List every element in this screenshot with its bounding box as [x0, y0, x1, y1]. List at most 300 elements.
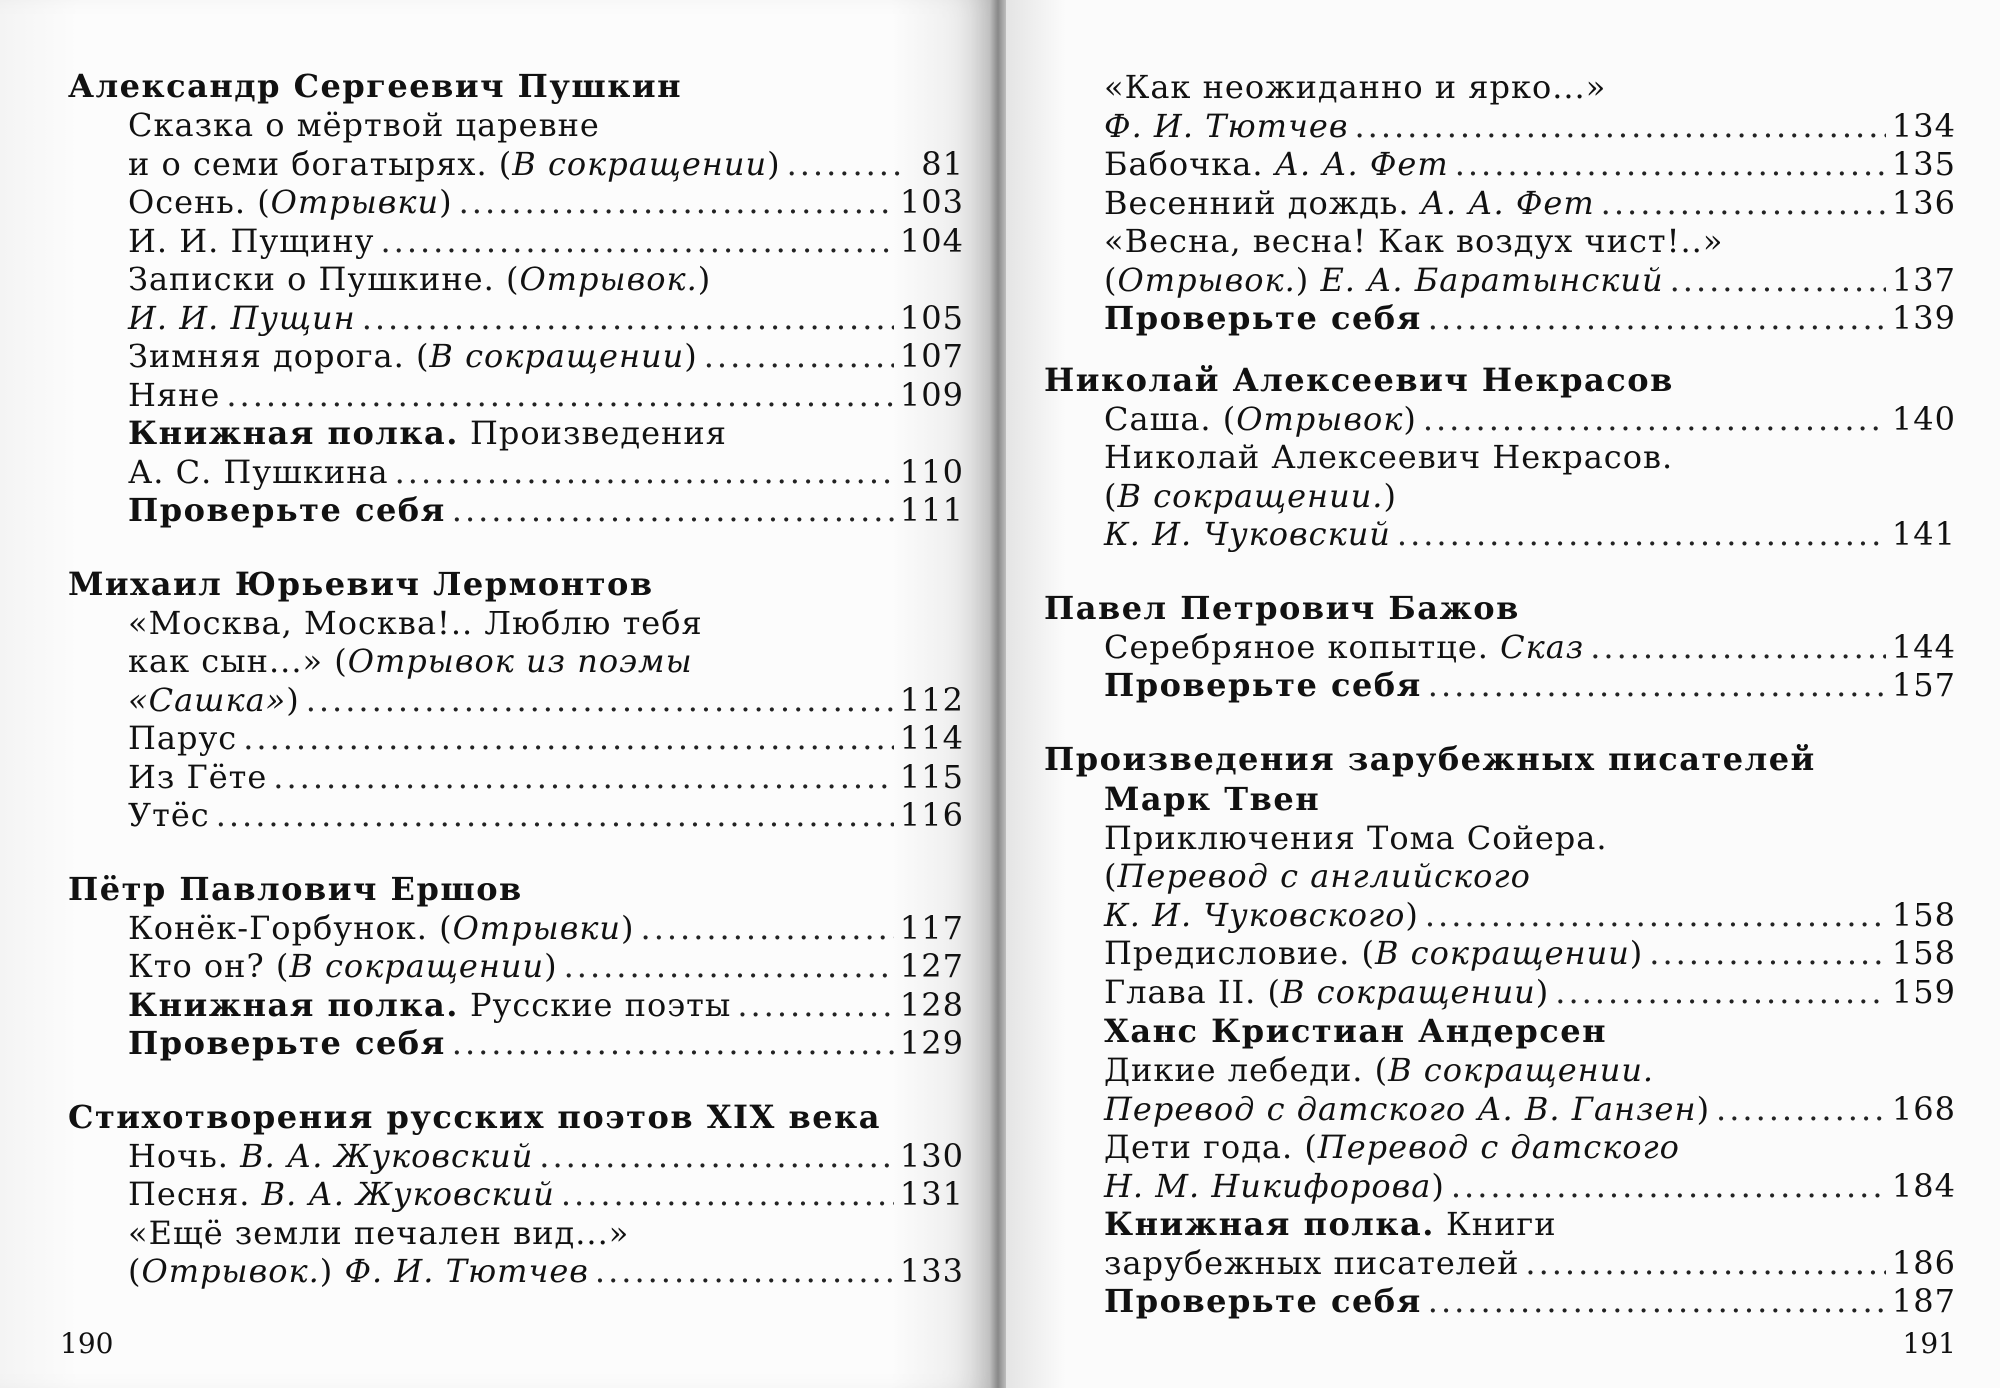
entry-text — [128, 681, 300, 720]
section-heading: Александр Сергеевич Пушкин — [68, 67, 682, 105]
entry-text — [1104, 68, 1606, 107]
page-ref: 157 — [1891, 666, 1956, 704]
text-segment: ( — [1104, 260, 1118, 299]
toc-line — [1104, 68, 1956, 107]
toc-line — [1104, 819, 1956, 858]
leader-dots — [306, 681, 894, 720]
leader-dots — [226, 376, 894, 415]
leader-dots — [362, 299, 894, 338]
italic-segment: Е. А. Баратынский — [1320, 260, 1664, 299]
toc-entry — [68, 183, 964, 222]
toc-entry — [68, 337, 964, 376]
page-ref: 131 — [899, 1175, 964, 1213]
toc-entry — [1044, 184, 1956, 223]
text-segment: «Весна, весна! Как воздух чист!..» — [1104, 222, 1724, 260]
entry-text — [1104, 299, 1422, 338]
text-segment: ) — [621, 908, 635, 947]
page-ref: 159 — [1891, 972, 1956, 1011]
page-ref: 109 — [899, 375, 964, 414]
italic-segment: Отрывок — [1236, 399, 1404, 438]
leader-dots — [1354, 107, 1885, 146]
entry-text — [1104, 145, 1449, 184]
leader-dots — [1425, 896, 1886, 935]
entry-text — [1104, 1051, 1654, 1090]
text-segment: Записки о Пушкине. ( — [128, 260, 520, 298]
toc-entry — [68, 986, 964, 1025]
entry-text — [128, 1214, 629, 1253]
text-segment: ) — [544, 947, 558, 985]
entry-text — [1104, 1167, 1445, 1206]
toc-line — [128, 796, 964, 835]
italic-segment: И. И. Пущин — [128, 298, 356, 337]
toc-entry — [1044, 145, 1956, 184]
page-ref: 158 — [1891, 895, 1956, 934]
toc-entry — [1044, 107, 1956, 146]
left-toc-column — [68, 66, 964, 1291]
toc-entry — [1044, 1282, 1956, 1321]
text-segment: Дикие лебеди. ( — [1104, 1051, 1389, 1089]
page-ref: 103 — [899, 183, 964, 221]
toc-line — [128, 1175, 964, 1214]
text-segment: А. С. Пушкина — [128, 452, 389, 491]
page-ref: 187 — [1891, 1282, 1956, 1320]
text-segment: «Как неожиданно и ярко...» — [1104, 68, 1607, 106]
entry-text — [128, 796, 210, 835]
leader-dots — [1428, 1282, 1886, 1321]
page-ref: 136 — [1891, 183, 1956, 222]
leader-dots — [380, 222, 893, 261]
bold-label: Проверьте себя — [128, 491, 446, 529]
leader-dots — [737, 986, 894, 1025]
toc-line — [128, 337, 964, 376]
toc-line — [128, 1252, 964, 1291]
toc-entry — [1044, 1128, 1956, 1167]
italic-segment: В сокращении — [1374, 934, 1630, 972]
toc-entry — [1044, 666, 1956, 705]
entry-text — [128, 986, 731, 1025]
entry-text — [128, 719, 237, 758]
toc-line — [1104, 1051, 1956, 1090]
italic-segment: «Сашка» — [128, 680, 287, 719]
toc-entry — [1044, 1051, 1956, 1090]
text-segment: ) — [439, 183, 453, 221]
toc-line — [128, 1137, 964, 1176]
text-segment: Русские поэты — [458, 985, 732, 1024]
toc-entry — [68, 145, 964, 184]
toc-entry — [1044, 299, 1956, 338]
toc-entry — [68, 299, 964, 338]
italic-segment: Отрывок. — [519, 260, 698, 298]
entry-text — [128, 1024, 446, 1063]
bold-label: Проверьте себя — [128, 1024, 446, 1062]
text-segment: зарубежных писателей — [1104, 1243, 1520, 1282]
toc-entry — [1044, 400, 1956, 439]
italic-segment: Ф. И. Тютчев — [1104, 106, 1349, 145]
toc-entry — [1044, 261, 1956, 300]
entry-text — [128, 106, 600, 145]
text-segment: Песня. — [128, 1175, 262, 1213]
entry-text — [1104, 107, 1348, 146]
subsection-heading: Ханс Кристиан Андерсен — [1104, 1012, 1607, 1050]
toc-line — [128, 681, 964, 720]
toc-entry — [68, 1137, 964, 1176]
leader-dots — [1451, 1167, 1886, 1206]
text-segment: Парус — [128, 719, 238, 757]
bold-label: Проверьте себя — [1104, 666, 1422, 704]
leader-dots — [395, 453, 894, 492]
toc-entry — [68, 453, 964, 492]
toc-entry — [68, 758, 964, 797]
book-gutter — [990, 0, 1006, 1388]
text-segment: Няне — [128, 375, 221, 414]
page-ref: 140 — [1891, 399, 1956, 438]
entry-text — [128, 491, 446, 530]
leader-dots — [1601, 184, 1886, 223]
page-number-left: 190 — [60, 1327, 114, 1360]
text-segment: ( — [1104, 857, 1118, 895]
italic-segment: В. А. Жуковский — [240, 1136, 534, 1175]
text-segment: Произведения — [458, 414, 727, 452]
entry-text — [128, 1137, 533, 1176]
entry-text — [128, 337, 698, 376]
italic-segment: К. И. Чуковский — [1104, 515, 1391, 553]
toc-entry — [1044, 1244, 1956, 1283]
leader-dots — [1397, 515, 1886, 554]
toc-line — [1104, 222, 1956, 261]
bold-label: Книжная полка. — [1104, 1205, 1435, 1243]
left-page — [0, 0, 990, 1388]
entry-text — [1104, 896, 1419, 935]
text-segment: Конёк-Горбунок. ( — [128, 908, 453, 947]
toc-line — [128, 106, 964, 145]
entry-text — [1104, 1282, 1422, 1321]
right-page — [1006, 0, 2000, 1388]
toc-line — [1104, 438, 1956, 477]
toc-line — [128, 909, 964, 948]
toc-line — [1104, 857, 1956, 896]
text-segment: ) — [1535, 972, 1550, 1011]
toc-line — [1104, 1282, 1956, 1321]
page-ref: 133 — [899, 1252, 964, 1290]
leader-dots — [1455, 145, 1886, 184]
text-segment: ) — [286, 680, 300, 719]
text-segment: Осень. ( — [128, 183, 271, 221]
leader-dots — [564, 947, 894, 986]
toc-line — [1104, 1205, 1956, 1244]
toc-entry — [1044, 628, 1956, 667]
text-segment: ) — [1383, 476, 1397, 515]
toc-line — [1104, 107, 1956, 146]
entry-text — [1104, 438, 1673, 477]
leader-dots — [1423, 400, 1886, 439]
leader-dots — [1670, 261, 1886, 300]
toc-entry — [68, 604, 964, 643]
italic-segment: Перевод с датского — [1317, 1128, 1680, 1166]
entry-text — [128, 947, 558, 986]
entry-text — [1104, 1244, 1519, 1283]
italic-segment: В сокращении — [512, 144, 768, 183]
toc-line — [128, 604, 964, 643]
entry-text — [128, 1252, 589, 1291]
page-ref: 107 — [899, 337, 964, 375]
toc-line — [1104, 1167, 1956, 1206]
text-segment: Ночь. — [128, 1136, 241, 1175]
leader-dots — [216, 796, 894, 835]
entry-text — [128, 299, 356, 338]
toc-line — [1104, 261, 1956, 300]
italic-segment: Отрывки — [270, 183, 440, 221]
entry-text — [128, 642, 693, 681]
section-heading: Михаил Юрьевич Лермонтов — [68, 564, 654, 603]
text-segment: Николай Алексеевич Некрасов. — [1104, 438, 1674, 476]
page-ref: 137 — [1891, 260, 1956, 299]
toc-line — [128, 947, 964, 986]
toc-entry — [68, 414, 964, 453]
toc-line — [128, 183, 964, 222]
entry-text — [128, 145, 781, 184]
toc-entry — [1044, 438, 1956, 477]
toc-line — [128, 299, 964, 338]
leader-dots — [1649, 934, 1886, 973]
toc-entry — [1044, 1090, 1956, 1129]
toc-line — [1104, 1090, 1956, 1129]
text-segment: Зимняя дорога. ( — [128, 337, 430, 375]
italic-segment: В сокращении. — [1388, 1051, 1655, 1089]
bold-label: Проверьте себя — [1104, 1282, 1422, 1320]
bold-label: Проверьте себя — [1104, 299, 1422, 337]
toc-entry — [1044, 515, 1956, 554]
toc-line — [1104, 299, 1956, 338]
entry-text — [1104, 1128, 1680, 1167]
page-ref: 128 — [899, 985, 964, 1024]
page-ref: 111 — [899, 491, 964, 529]
italic-segment: Перевод с английского — [1117, 857, 1531, 895]
text-segment: Из Гёте — [128, 757, 268, 796]
toc-entry — [68, 106, 964, 145]
page-ref: 112 — [899, 680, 964, 719]
toc-entry — [1044, 819, 1956, 858]
page-ref: 114 — [899, 719, 964, 757]
toc-line — [128, 758, 964, 797]
italic-segment: В. А. Жуковский — [261, 1175, 555, 1213]
text-segment: Утёс — [128, 796, 210, 834]
page-ref: 141 — [1891, 515, 1956, 553]
toc-entry — [68, 491, 964, 530]
leader-dots — [452, 1024, 894, 1063]
toc-line — [128, 1024, 964, 1063]
toc-line — [1104, 1244, 1956, 1283]
toc-line — [128, 376, 964, 415]
italic-segment: Отрывки — [452, 908, 622, 947]
page-ref: 158 — [1891, 934, 1956, 972]
section-heading: Стихотворения русских поэтов XIX века — [68, 1097, 881, 1136]
toc-entry — [1044, 68, 1956, 107]
page-ref: 130 — [899, 1136, 964, 1175]
right-toc-column — [1044, 68, 1956, 1321]
entry-text — [128, 758, 267, 797]
toc-entry — [1044, 222, 1956, 261]
toc-entry — [1044, 477, 1956, 516]
toc-line — [128, 719, 964, 758]
entry-text — [128, 260, 711, 299]
toc-line — [128, 642, 964, 681]
text-segment: ( — [128, 1252, 142, 1290]
toc-line — [1104, 400, 1956, 439]
entry-text — [128, 222, 374, 261]
toc-line — [128, 145, 964, 184]
entry-text — [128, 414, 727, 453]
page-ref: 144 — [1891, 627, 1956, 666]
toc-line — [1104, 145, 1956, 184]
italic-segment: Отрывок из поэмы — [347, 642, 693, 680]
text-segment: Серебряное копытце. — [1104, 627, 1501, 666]
toc-entry — [68, 376, 964, 415]
text-segment: Сказка о мёртвой царевне — [128, 106, 600, 144]
page-ref: 115 — [899, 757, 964, 796]
leader-dots — [1428, 299, 1886, 338]
toc-line — [1104, 628, 1956, 667]
toc-line — [1104, 973, 1956, 1012]
subsection-heading: Марк Твен — [1104, 779, 1321, 818]
page-ref: 110 — [899, 452, 964, 491]
toc-line — [128, 260, 964, 299]
toc-line — [1104, 1128, 1956, 1167]
page-ref: 117 — [899, 908, 964, 947]
text-segment: ) — [1431, 1166, 1445, 1205]
text-segment: Предисловие. ( — [1104, 934, 1375, 972]
entry-text — [1104, 477, 1397, 516]
entry-text — [1104, 1205, 1557, 1244]
leader-dots — [1428, 666, 1886, 705]
italic-segment: В сокращении — [429, 337, 685, 375]
page-ref: 184 — [1891, 1166, 1956, 1205]
entry-text — [128, 453, 389, 492]
page-ref: 139 — [1891, 299, 1956, 337]
entry-text — [1104, 628, 1584, 667]
text-segment: как сын...» ( — [128, 642, 348, 680]
entry-text — [1104, 819, 1608, 858]
toc-entry — [68, 796, 964, 835]
toc-line — [1104, 666, 1956, 705]
toc-entry — [1044, 973, 1956, 1012]
leader-dots — [704, 337, 894, 376]
leader-dots — [787, 145, 902, 184]
toc-line — [128, 491, 964, 530]
toc-entry — [1044, 1205, 1956, 1244]
entry-text — [128, 376, 220, 415]
entry-text — [1104, 973, 1549, 1012]
leader-dots — [595, 1252, 894, 1291]
bold-label: Книжная полка. — [128, 414, 459, 452]
text-segment: ) — [1405, 895, 1419, 934]
text-segment: ) — [1403, 399, 1417, 438]
entry-text — [1104, 1090, 1710, 1129]
text-segment: ) — [1696, 1089, 1711, 1128]
text-segment: ) — [684, 337, 698, 375]
entry-text — [1104, 666, 1422, 705]
toc-entry — [68, 642, 964, 681]
text-segment: И. И. Пущину — [128, 221, 375, 260]
toc-line — [1104, 896, 1956, 935]
italic-segment: К. И. Чуковского — [1104, 895, 1406, 934]
toc-entry — [68, 260, 964, 299]
leader-dots — [273, 758, 894, 797]
italic-segment: А. А. Фет — [1274, 145, 1449, 183]
section-heading: Николай Алексеевич Некрасов — [1044, 360, 1674, 399]
entry-text — [1104, 184, 1595, 223]
toc-line — [1104, 934, 1956, 973]
section-heading: Пётр Павлович Ершов — [68, 869, 523, 908]
page-number-right: 191 — [1902, 1327, 1956, 1360]
text-segment: Кто он? ( — [128, 947, 290, 985]
italic-segment: А. А. Фет — [1420, 183, 1595, 222]
text-segment: ) — [767, 144, 781, 183]
toc-entry — [68, 719, 964, 758]
leader-dots — [1525, 1244, 1886, 1283]
entry-text — [128, 909, 635, 948]
text-segment: «Москва, Москва!.. Люблю тебя — [128, 603, 703, 642]
toc-entry — [68, 909, 964, 948]
toc-line — [128, 453, 964, 492]
toc-entry — [68, 1175, 964, 1214]
toc-entry — [1044, 896, 1956, 935]
leader-dots — [243, 719, 894, 758]
toc-entry — [68, 1024, 964, 1063]
text-segment: ) — [697, 260, 712, 298]
section-heading: Павел Петрович Бажов — [1044, 588, 1520, 627]
toc-line — [128, 414, 964, 453]
text-segment: и о семи богатырях. ( — [128, 144, 513, 183]
italic-segment: Отрывок. — [1117, 260, 1296, 299]
page-ref: 127 — [899, 947, 964, 985]
entry-text — [128, 1175, 555, 1214]
toc-line — [1104, 515, 1956, 554]
toc-line — [1104, 477, 1956, 516]
entry-text — [1104, 515, 1391, 554]
section-heading: Произведения зарубежных писателей — [1044, 739, 1816, 778]
italic-segment: Н. М. Никифорова — [1104, 1166, 1432, 1205]
entry-text — [128, 183, 453, 222]
toc-line — [128, 1214, 964, 1253]
entry-text — [1104, 857, 1531, 896]
page-ref: 168 — [1891, 1089, 1956, 1128]
leader-dots — [459, 183, 894, 222]
text-segment: Приключения Тома Сойера. — [1104, 818, 1608, 857]
italic-segment: Сказ — [1500, 627, 1585, 666]
text-segment: Саша. ( — [1104, 399, 1237, 438]
leader-dots — [1590, 628, 1886, 667]
entry-text — [1104, 400, 1417, 439]
toc-entry — [68, 681, 964, 720]
leader-dots — [561, 1175, 894, 1214]
italic-segment: В сокращении — [289, 947, 545, 985]
text-segment: ) — [319, 1252, 345, 1290]
italic-segment: В сокращении — [1280, 972, 1536, 1011]
text-segment: Глава II. ( — [1104, 972, 1281, 1011]
page-ref: 135 — [1891, 145, 1956, 183]
page-ref: 104 — [899, 221, 964, 260]
leader-dots — [539, 1137, 894, 1176]
toc-line — [1104, 184, 1956, 223]
page-ref: 105 — [899, 298, 964, 337]
page-ref: 186 — [1891, 1243, 1956, 1282]
text-segment: ( — [1104, 476, 1118, 515]
toc-entry — [1044, 934, 1956, 973]
italic-segment: Ф. И. Тютчев — [344, 1252, 589, 1290]
leader-dots — [1555, 973, 1886, 1012]
entry-text — [1104, 934, 1643, 973]
page-ref: 134 — [1891, 106, 1956, 145]
